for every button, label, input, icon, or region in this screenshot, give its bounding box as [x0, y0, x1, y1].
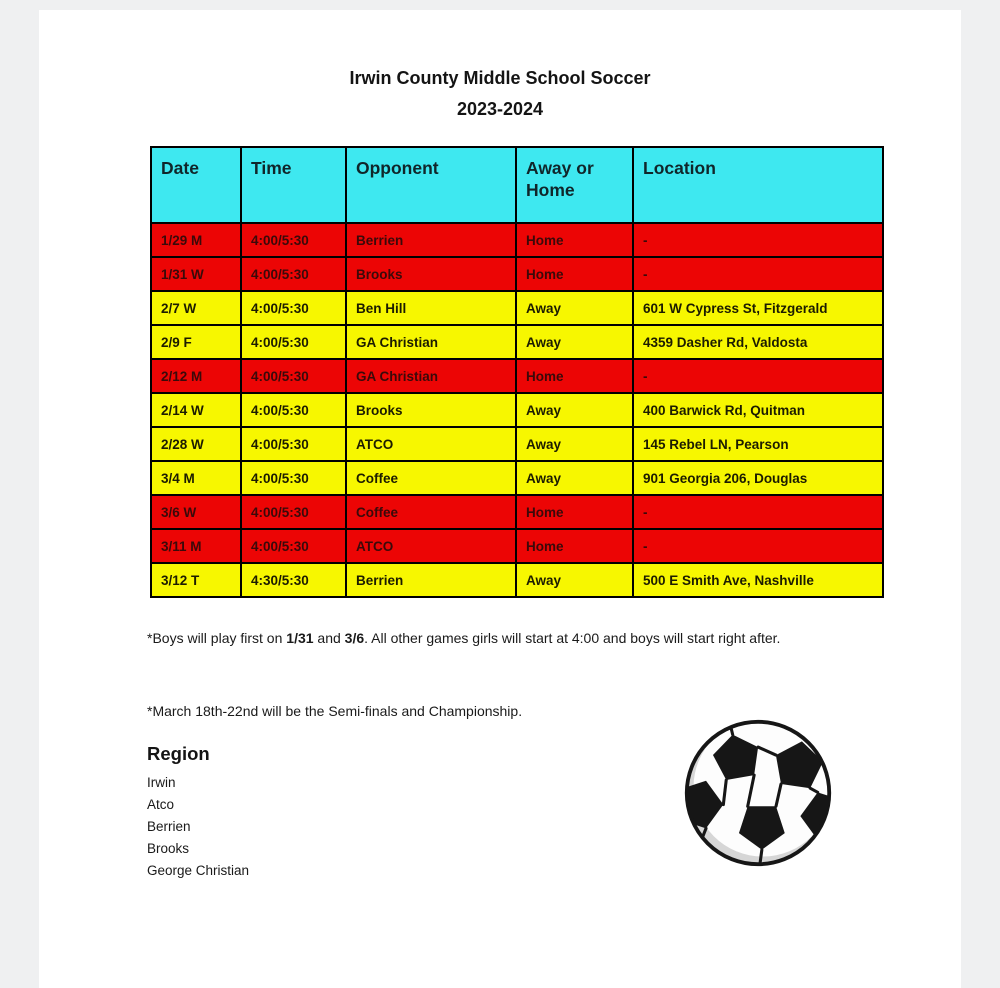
- cell-away-home: Home: [516, 495, 633, 529]
- table-row: [151, 291, 883, 325]
- cell-location: 145 Rebel LN, Pearson: [633, 427, 883, 461]
- region-list: [147, 772, 249, 882]
- cell-date: 3/4 M: [151, 461, 241, 495]
- table-row: [151, 223, 883, 257]
- cell-time: 4:00/5:30: [241, 359, 346, 393]
- note-boys-first: [147, 626, 847, 650]
- cell-away-home: Home: [516, 257, 633, 291]
- note-text: . All other games girls will start at 4:00 and boys will start right after.: [364, 630, 781, 646]
- note-bold-date: 1/31: [286, 630, 314, 646]
- cell-time: 4:00/5:30: [241, 291, 346, 325]
- cell-away-home: Away: [516, 291, 633, 325]
- region-item: Berrien: [147, 819, 191, 834]
- region-item: Atco: [147, 797, 175, 812]
- column-header-away-home: Away or Home: [516, 147, 633, 223]
- cell-date: 2/9 F: [151, 325, 241, 359]
- table-row: [151, 461, 883, 495]
- region-section: [147, 743, 249, 882]
- region-item: Brooks: [147, 841, 190, 856]
- cell-away-home: Away: [516, 563, 633, 597]
- soccer-ball-icon: [681, 715, 835, 871]
- table-row: [151, 529, 883, 563]
- cell-opponent: Ben Hill: [346, 291, 516, 325]
- cell-location: -: [633, 529, 883, 563]
- table-row: [151, 427, 883, 461]
- cell-location: -: [633, 223, 883, 257]
- cell-date: 2/14 W: [151, 393, 241, 427]
- cell-time: 4:00/5:30: [241, 529, 346, 563]
- note-semifinals: *March 18th-22nd will be the Semi-finals and Championship.: [147, 703, 523, 719]
- column-header-opponent: Opponent: [346, 147, 516, 223]
- cell-opponent: GA Christian: [346, 325, 516, 359]
- cell-time: 4:00/5:30: [241, 325, 346, 359]
- schedule-table: [150, 146, 884, 598]
- column-header-date: Date: [151, 147, 241, 223]
- document-page: [39, 10, 961, 988]
- cell-location: 400 Barwick Rd, Quitman: [633, 393, 883, 427]
- cell-date: 2/28 W: [151, 427, 241, 461]
- cell-time: 4:00/5:30: [241, 257, 346, 291]
- cell-location: 500 E Smith Ave, Nashville: [633, 563, 883, 597]
- table-row: [151, 257, 883, 291]
- table-header-row: [151, 147, 883, 223]
- table-row: [151, 325, 883, 359]
- cell-away-home: Away: [516, 427, 633, 461]
- table-row: [151, 495, 883, 529]
- cell-opponent: Berrien: [346, 563, 516, 597]
- region-heading: Region: [147, 743, 210, 764]
- cell-opponent: ATCO: [346, 427, 516, 461]
- cell-time: 4:00/5:30: [241, 393, 346, 427]
- page-title-line1: Irwin County Middle School Soccer: [349, 68, 651, 88]
- cell-time: 4:00/5:30: [241, 223, 346, 257]
- cell-opponent: Brooks: [346, 257, 516, 291]
- note-bold-date: 3/6: [344, 630, 365, 646]
- cell-away-home: Away: [516, 325, 633, 359]
- cell-date: 1/29 M: [151, 223, 241, 257]
- cell-opponent: Berrien: [346, 223, 516, 257]
- cell-location: 601 W Cypress St, Fitzgerald: [633, 291, 883, 325]
- cell-date: 2/12 M: [151, 359, 241, 393]
- schedule-body: [151, 223, 883, 597]
- column-header-time: Time: [241, 147, 346, 223]
- cell-location: -: [633, 257, 883, 291]
- page-title-line2: 2023-2024: [456, 99, 544, 119]
- table-row: [151, 359, 883, 393]
- cell-date: 2/7 W: [151, 291, 241, 325]
- cell-date: 1/31 W: [151, 257, 241, 291]
- table-row: [151, 563, 883, 597]
- cell-location: -: [633, 495, 883, 529]
- cell-opponent: ATCO: [346, 529, 516, 563]
- table-row: [151, 393, 883, 427]
- region-item: Irwin: [147, 775, 176, 790]
- page-title: [39, 63, 961, 125]
- note-text: *Boys will play first on: [147, 630, 287, 646]
- note-text: and: [313, 630, 345, 646]
- cell-date: 3/6 W: [151, 495, 241, 529]
- cell-away-home: Home: [516, 529, 633, 563]
- cell-away-home: Home: [516, 359, 633, 393]
- cell-location: -: [633, 359, 883, 393]
- cell-away-home: Away: [516, 393, 633, 427]
- cell-away-home: Away: [516, 461, 633, 495]
- cell-time: 4:30/5:30: [241, 563, 346, 597]
- column-header-location: Location: [633, 147, 883, 223]
- cell-opponent: GA Christian: [346, 359, 516, 393]
- cell-opponent: Brooks: [346, 393, 516, 427]
- cell-time: 4:00/5:30: [241, 495, 346, 529]
- cell-time: 4:00/5:30: [241, 461, 346, 495]
- cell-date: 3/11 M: [151, 529, 241, 563]
- cell-opponent: Coffee: [346, 461, 516, 495]
- region-item: George Christian: [147, 863, 250, 878]
- cell-time: 4:00/5:30: [241, 427, 346, 461]
- cell-date: 3/12 T: [151, 563, 241, 597]
- cell-opponent: Coffee: [346, 495, 516, 529]
- cell-location: 901 Georgia 206, Douglas: [633, 461, 883, 495]
- cell-location: 4359 Dasher Rd, Valdosta: [633, 325, 883, 359]
- cell-away-home: Home: [516, 223, 633, 257]
